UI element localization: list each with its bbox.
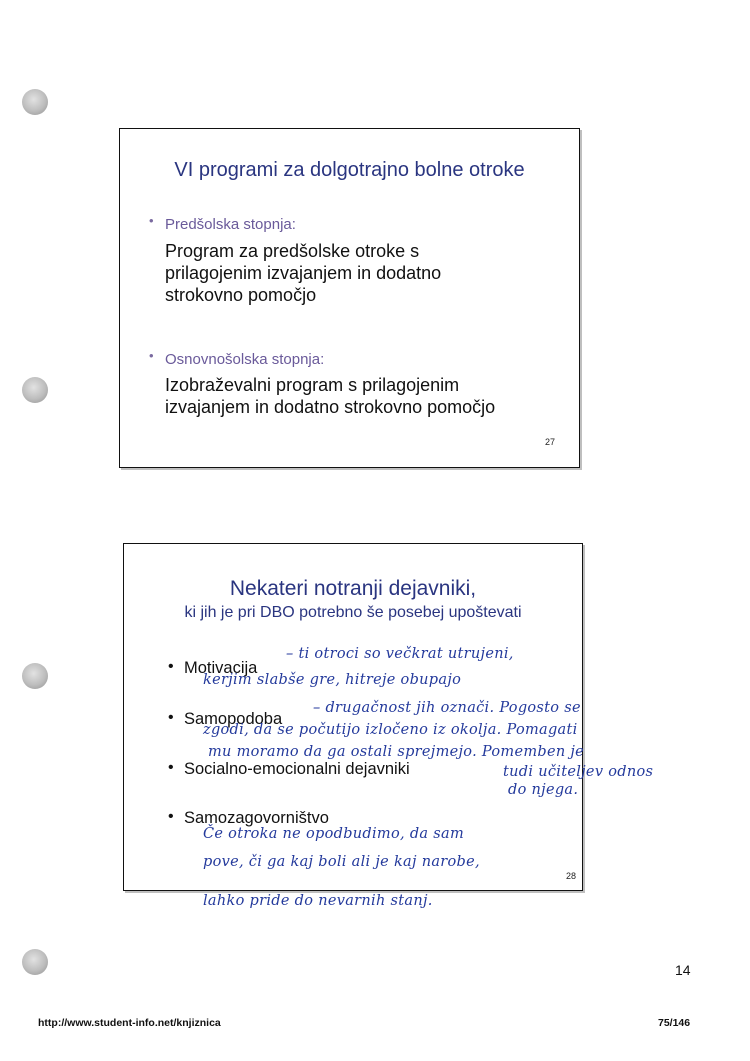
handwritten-note: – ti otroci so večkrat utrujeni, (286, 646, 514, 662)
bullet-label: Osnovnošolska stopnja: (165, 351, 325, 368)
slide-title: VI programi za dolgotrajno bolne otroke (174, 159, 525, 181)
bullet-preschool (149, 213, 296, 234)
handwritten-note: tudi učiteljev odnos (503, 764, 654, 780)
punch-hole (22, 377, 48, 403)
bullet-dot: • (149, 348, 154, 363)
bullet-primary (149, 348, 325, 369)
bullet-body (165, 240, 545, 306)
slide-title: Nekateri notranji dejavniki, (229, 577, 477, 600)
slide-number: 28 (565, 871, 576, 881)
bullet-dot: • (168, 808, 174, 825)
list-item (168, 759, 410, 779)
bullet-body (165, 374, 565, 418)
punch-hole (22, 89, 48, 115)
item-label: Motivacija (184, 659, 258, 677)
punch-hole (22, 663, 48, 689)
handwritten-note: Če otroka ne opodbudimo, da sam (203, 826, 465, 842)
item-label: Samozagovorništvo (184, 809, 329, 827)
handwritten-note: kerjim slabše gre, hitreje obupajo (203, 672, 462, 688)
slide-subtitle: ki jih je pri DBO potrebno še posebej upoštevati (184, 604, 522, 621)
bullet-dot: • (149, 213, 154, 228)
item-label: Samopodoba (184, 710, 283, 728)
item-label: Socialno-emocionalni dejavniki (184, 760, 410, 778)
footer-page-count: 75/146 (658, 1017, 691, 1029)
handwritten-note: mu moramo da ga ostali sprejmejo. Pomemben je (208, 744, 585, 760)
bullet-label: Predšolska stopnja: (165, 216, 296, 233)
body-line: prilagojenim izvajanjem in dodatno (165, 263, 442, 283)
handwritten-note: – drugačnost jih označi. Pogosto se (313, 700, 581, 716)
handwritten-note: lahko pride do nevarnih stanj. (203, 893, 433, 909)
body-line: strokovno pomočjo (165, 285, 317, 305)
bullet-dot: • (168, 709, 174, 726)
handwritten-note: zgodi, da se počutijo izločeno iz okolja. Pomagati (203, 722, 578, 738)
punch-hole (22, 949, 48, 975)
page-number: 14 (675, 962, 691, 978)
slide-27 (119, 128, 580, 468)
bullet-dot: • (168, 658, 174, 675)
body-line: Program za predšolske otroke s (165, 241, 420, 261)
slide-number: 27 (544, 437, 555, 447)
handwritten-note: pove, či ga kaj boli ali je kaj narobe, (203, 854, 480, 870)
footer-url: http://www.student-info.net/knjiznica (38, 1017, 221, 1029)
handwritten-note: do njega. (508, 782, 579, 798)
body-line: izvajanjem in dodatno strokovno pomočjo (165, 397, 496, 417)
body-line: Izobraževalni program s prilagojenim (165, 375, 460, 395)
bullet-dot: • (168, 759, 174, 776)
